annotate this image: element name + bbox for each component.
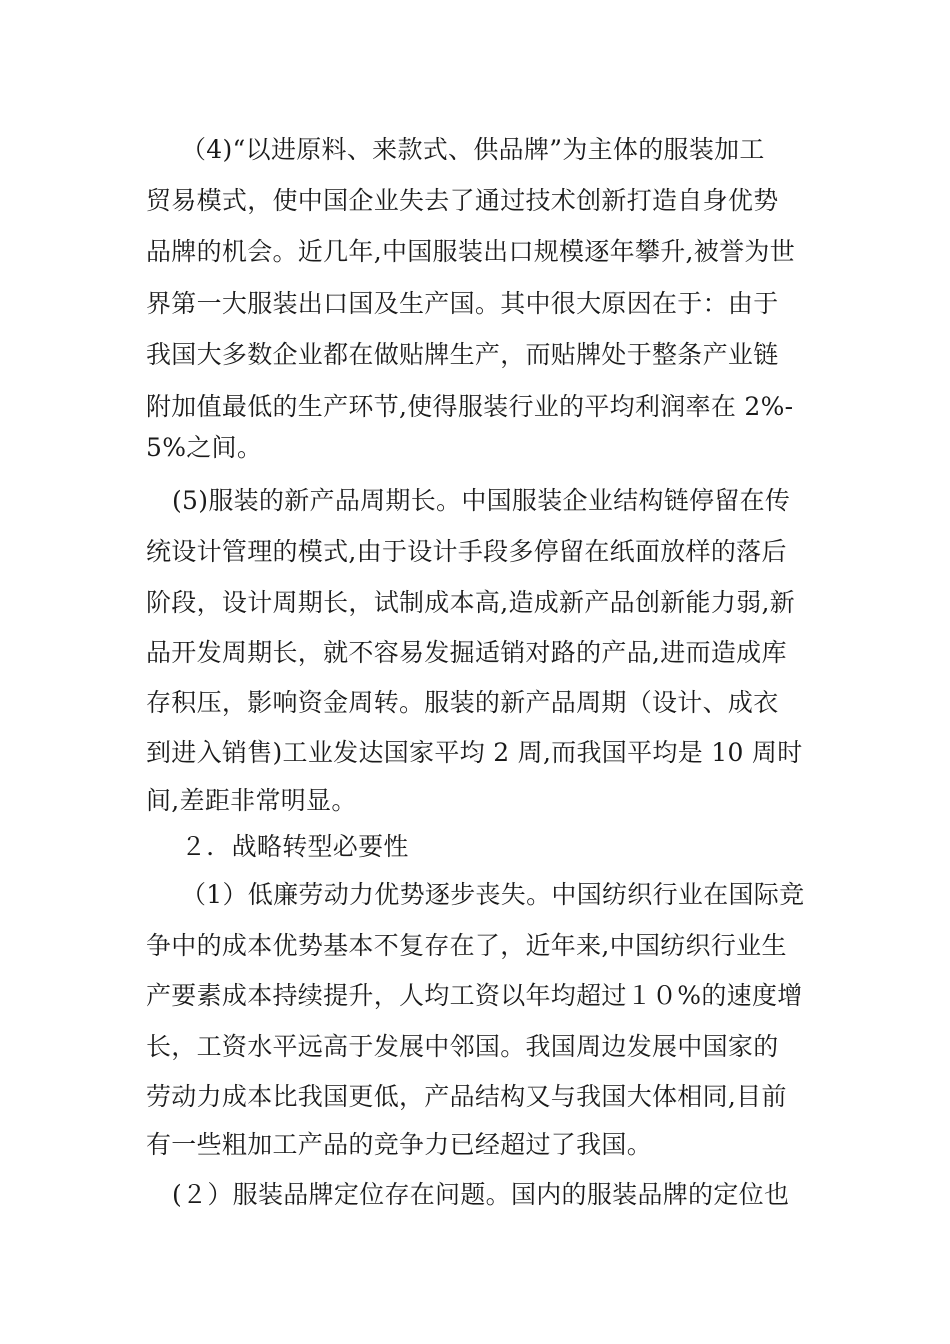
text-line-18: 产要素成本持续提升，人均工资以年均超过１０%的速度增 xyxy=(146,981,803,1010)
text-line-1: （4)“以进原料、来款式、供品牌”为主体的服装加工 xyxy=(181,135,765,164)
text-line-5: 我国大多数企业都在做贴牌生产，而贴牌处于整条产业链 xyxy=(146,340,779,369)
text-line-16: （1）低廉劳动力优势逐步丧失。中国纺织行业在国际竞 xyxy=(181,880,805,909)
text-line-2: 贸易模式，使中国企业失去了通过技术创新打造自身优势 xyxy=(146,186,779,215)
text-line-3: 品牌的机会。近几年,中国服装出口规模逐年攀升,被誉为世 xyxy=(146,237,795,266)
text-line-10: 阶段，设计周期长，试制成本高,造成新产品创新能力弱,新 xyxy=(146,588,795,617)
text-line-20: 劳动力成本比我国更低，产品结构又与我国大体相同,目前 xyxy=(146,1082,787,1111)
text-line-14: 间,差距非常明显。 xyxy=(146,786,357,815)
text-line-13: 到进入销售)工业发达国家平均 2 周,而我国平均是 10 周时 xyxy=(146,738,803,767)
text-line-21: 有一些粗加工产品的竞争力已经超过了我国。 xyxy=(146,1130,653,1159)
text-line-4: 界第一大服装出口国及生产国。其中很大原因在于：由于 xyxy=(146,289,779,318)
text-line-22: (２）服装品牌定位存在问题。国内的服装品牌的定位也 xyxy=(172,1180,790,1209)
text-line-7: 5%之间。 xyxy=(146,433,263,462)
text-line-17: 争中的成本优势基本不复存在了，近年来,中国纺织行业生 xyxy=(146,931,787,960)
text-line-12: 存积压，影响资金周转。服装的新产品周期（设计、成衣 xyxy=(146,688,779,717)
text-line-19: 长，工资水平远高于发展中邻国。我国周边发展中国家的 xyxy=(146,1032,779,1061)
text-line-8: (5)服装的新产品周期长。中国服装企业结构链停留在传 xyxy=(172,486,791,515)
text-line-11: 品开发周期长，就不容易发掘适销对路的产品,进而造成库 xyxy=(146,638,787,667)
text-line-6: 附加值最低的生产环节,使得服装行业的平均利润率在 2%- xyxy=(146,392,794,421)
text-line-9: 统设计管理的模式,由于设计手段多停留在纸面放样的落后 xyxy=(146,537,787,566)
section-heading: ２．战略转型必要性 xyxy=(181,832,409,861)
